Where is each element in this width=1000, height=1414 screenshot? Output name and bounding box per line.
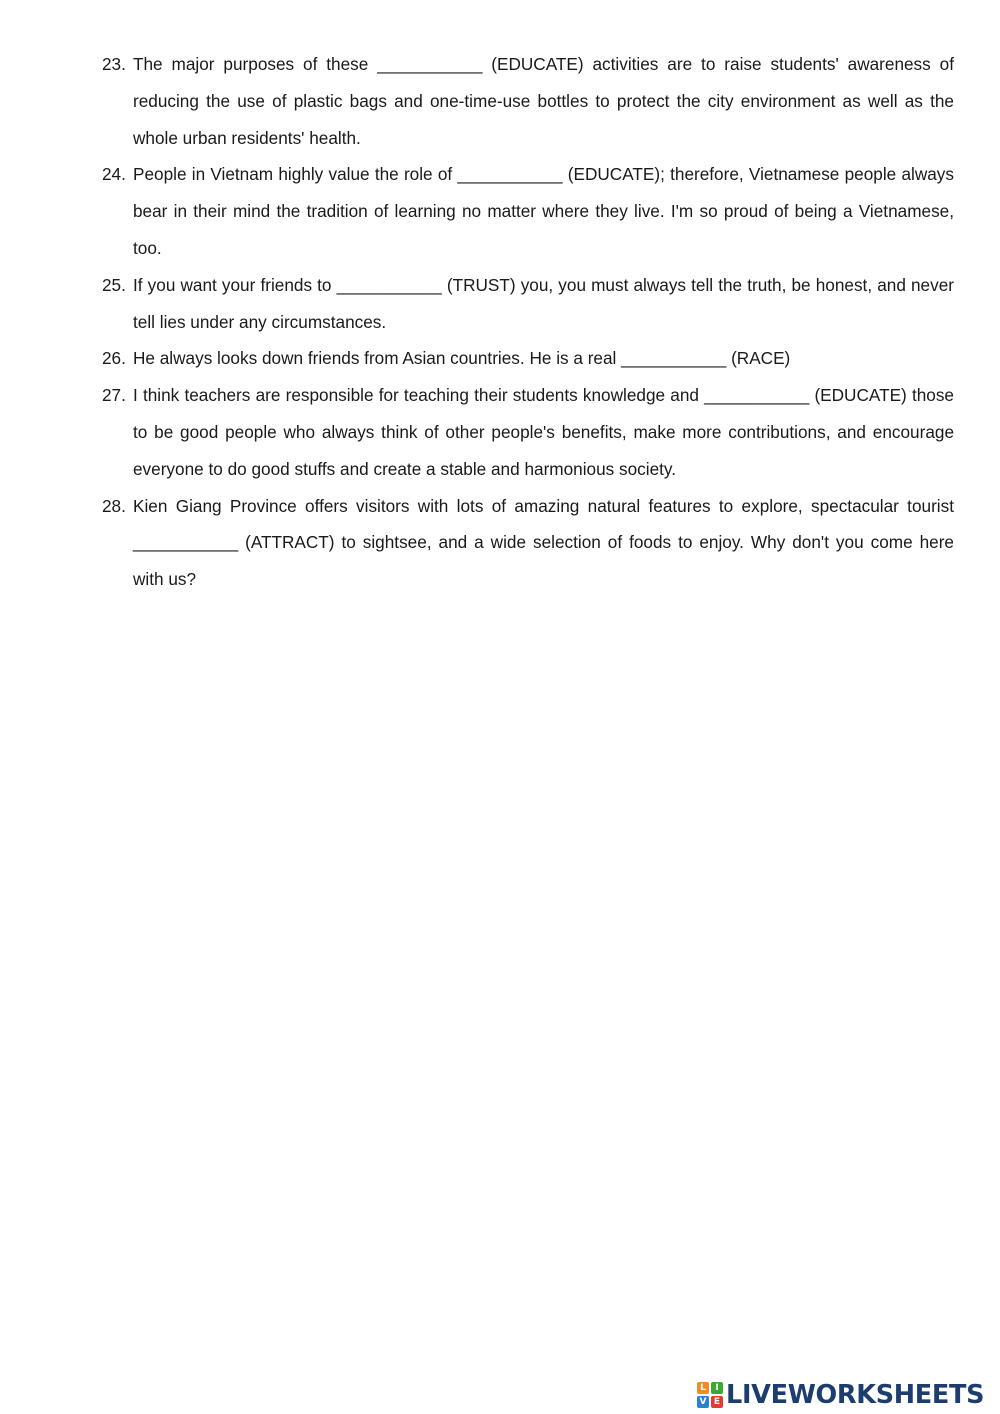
liveworksheets-logo [697,1378,984,1412]
question-number: 27. [102,385,126,406]
question-text: The major purposes of these ___________ (EDUCATE) activities are to raise students' awareness of reducing the use of plastic bags and one-time-use bottles to protect the city environment as well as the whole urban residents' health. [133,54,954,148]
question-26 [102,340,954,377]
logo-tile-l: L [697,1382,709,1394]
question-text: He always looks down friends from Asian countries. He is a real ___________ (RACE) [133,348,791,369]
liveworksheets-icon [697,1382,723,1408]
liveworksheets-wordmark: LIVEWORKSHEETS [726,1380,985,1410]
question-28 [102,488,954,598]
worksheet-questions [0,46,1000,598]
question-number: 26. [102,348,126,369]
question-25 [102,267,954,341]
logo-tile-i: I [711,1382,723,1394]
logo-tile-v: V [697,1396,709,1408]
question-text: I think teachers are responsible for teaching their students knowledge and ___________ (EDUCATE) those to be good people who always think of other people's benefits, make more contributions, and encourage everyone to do good stuffs and create a stable and harmonious society. [133,385,954,479]
question-number: 24. [102,164,126,185]
question-number: 25. [102,274,126,295]
question-23 [102,46,954,156]
question-27 [102,377,954,487]
question-text: Kien Giang Province offers visitors with lots of amazing natural features to explore, spectacular tourist ___________ (ATTRACT) to sightsee, and a wide selection of foods to enjoy. Why don't you come here with us? [133,495,954,590]
question-text: If you want your friends to ___________ (TRUST) you, you must always tell the truth, be honest, and never tell lies under any circumstances. [133,274,954,332]
question-24 [102,156,954,266]
logo-tile-e: E [711,1396,723,1408]
question-number: 28. [102,495,126,516]
question-number: 23. [102,54,126,74]
question-text: People in Vietnam highly value the role of ___________ (EDUCATE); therefore, Vietnamese people always bear in their mind the tradition of learning no matter where they live. I'm so proud of being a Vietnamese, too. [133,164,954,258]
